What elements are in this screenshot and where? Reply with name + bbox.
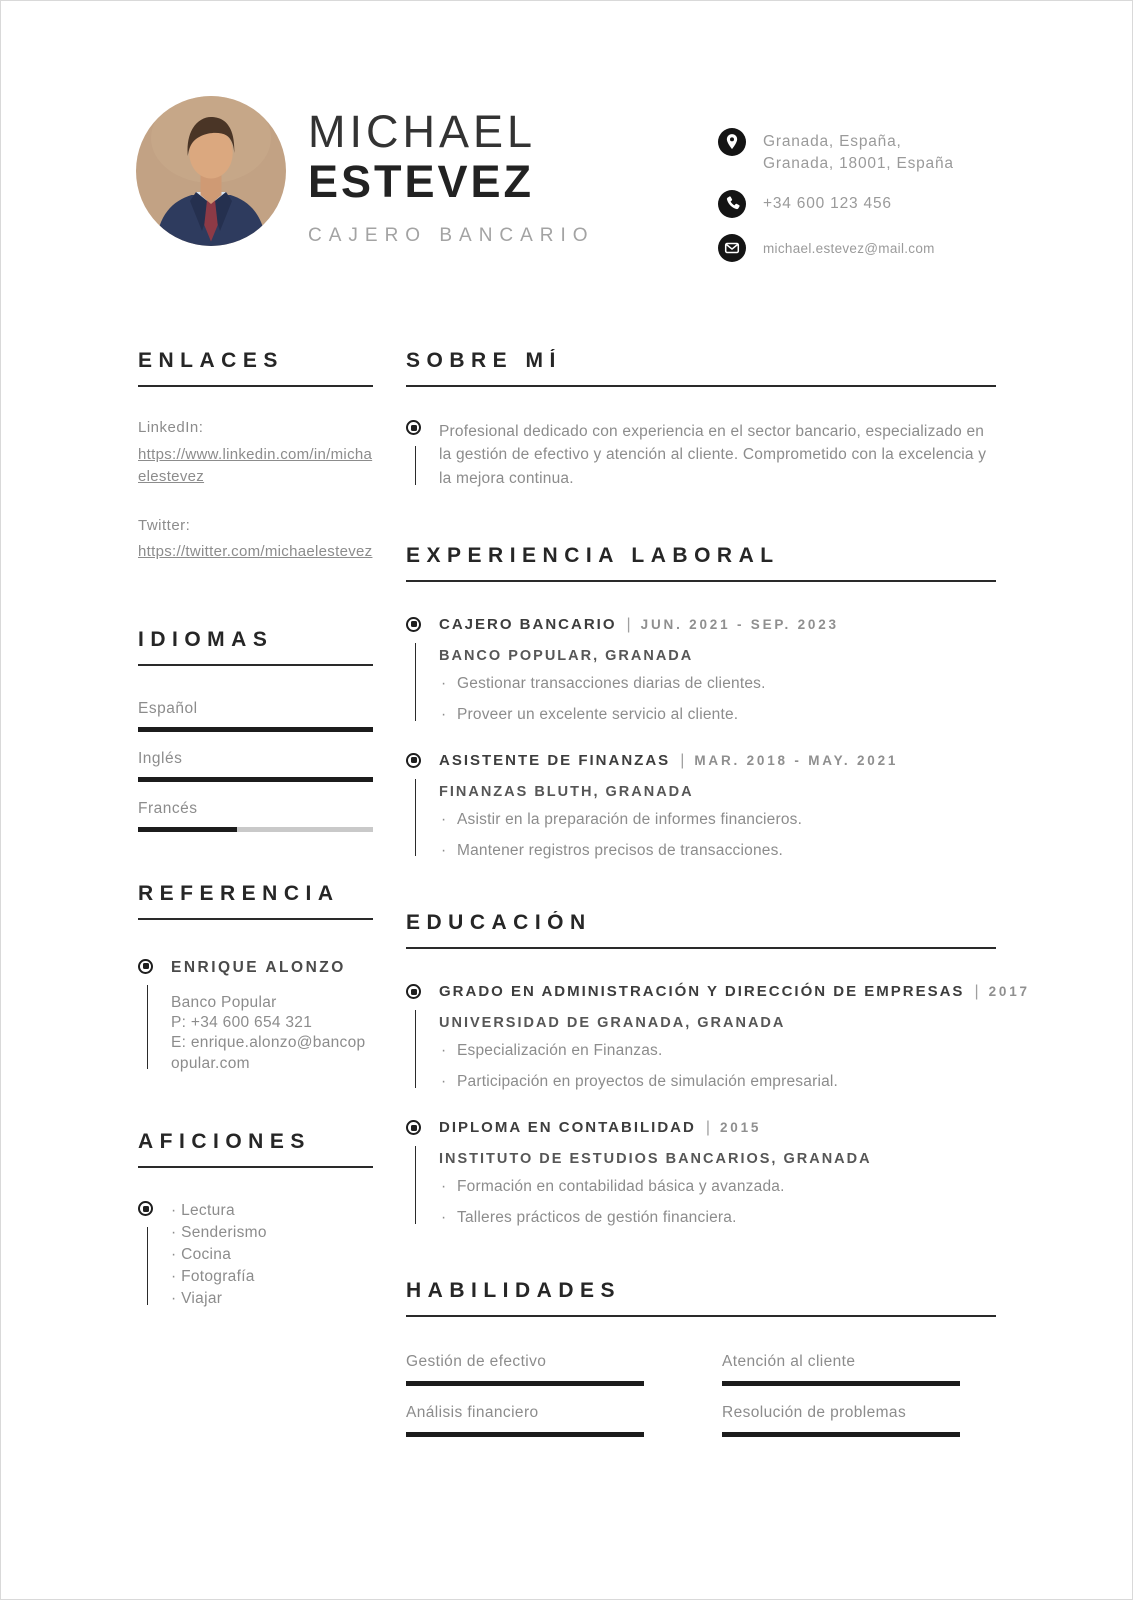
skill-progress-fill (722, 1381, 960, 1386)
skill-item (406, 1353, 644, 1386)
skill-item (722, 1353, 960, 1386)
language-name: Inglés (138, 749, 183, 767)
section-educacion (406, 911, 1030, 1229)
contact-block (718, 128, 983, 278)
email-icon (718, 234, 746, 262)
language-row (138, 700, 373, 732)
skill-progress-fill (406, 1381, 644, 1386)
last-name: ESTEVEZ (308, 156, 535, 208)
first-name: MICHAEL (308, 106, 537, 157)
education-details-list (439, 1041, 996, 1093)
bullet-icon (138, 959, 153, 974)
skill-progress-bar (722, 1381, 960, 1386)
education-detail: · Formación en contabilidad básica y avanzada. (439, 1177, 996, 1198)
reference-name: ENRIQUE ALONZO (171, 958, 346, 976)
experience-entry (406, 752, 996, 862)
contact-email-row (718, 234, 983, 262)
link-label: LinkedIn: (138, 419, 204, 436)
reference-email: E: enrique.alonzo@bancopopular.com (171, 1034, 366, 1072)
language-progress-bar (138, 727, 373, 732)
section-idiomas (138, 628, 373, 832)
linkedin-link[interactable]: https://www.linkedin.com/in/michaelestevez (138, 445, 373, 485)
separator: | (626, 615, 631, 633)
job-duty: · Mantener registros precisos de transacciones. (439, 841, 996, 862)
language-name: Español (138, 699, 198, 717)
phone-icon (718, 190, 746, 218)
company-name: BANCO POPULAR, GRANADA (439, 647, 694, 664)
education-detail: · Participación en proyectos de simulación empresarial. (439, 1072, 996, 1093)
bullet-icon (138, 1201, 153, 1216)
job-dates: JUN. 2021 - SEP. 2023 (640, 616, 839, 632)
bullet-icon (406, 617, 421, 632)
job-duties-list (439, 674, 996, 726)
name-block (308, 107, 595, 247)
twitter-link[interactable]: https://twitter.com/michaelestevez (138, 543, 373, 560)
language-row (138, 800, 373, 832)
hobbies-entry (138, 1200, 373, 1310)
experience-entry (406, 616, 996, 726)
job-duty: · Gestionar transacciones diarias de clientes. (439, 674, 996, 695)
section-enlaces (138, 349, 373, 564)
job-role: CAJERO BANCARIO (439, 615, 617, 633)
section-title-aficiones: AFICIONES (138, 1130, 373, 1168)
language-progress-fill (138, 727, 373, 732)
hobby-item: · Cocina (171, 1244, 373, 1266)
skill-item (406, 1404, 644, 1437)
section-title-enlaces: ENLACES (138, 349, 373, 387)
skill-progress-bar (406, 1381, 644, 1386)
bullet-icon (406, 753, 421, 768)
hobby-item: · Fotografía (171, 1266, 373, 1288)
bullet-icon (406, 984, 421, 999)
section-title-referencia: REFERENCIA (138, 882, 373, 920)
section-referencia (138, 882, 373, 1075)
reference-phone: P: +34 600 654 321 (171, 1013, 313, 1031)
job-title: CAJERO BANCARIO (308, 224, 595, 246)
education-details-list (439, 1177, 996, 1229)
separator: | (974, 983, 979, 1001)
section-aficiones (138, 1130, 373, 1310)
language-progress-fill (138, 777, 373, 782)
language-name: Francés (138, 799, 198, 817)
email-text: michael.estevez@mail.com (763, 241, 935, 257)
reference-company: Banco Popular (171, 993, 277, 1011)
hobby-item: · Senderismo (171, 1222, 373, 1244)
section-title-idiomas: IDIOMAS (138, 628, 373, 666)
school-name: UNIVERSIDAD DE GRANADA, GRANADA (439, 1015, 786, 1032)
link-item-linkedin (138, 417, 373, 489)
skill-progress-bar (722, 1432, 960, 1437)
bullet-icon (406, 420, 421, 435)
separator: | (680, 751, 685, 769)
skill-item (722, 1404, 960, 1437)
skill-name: Gestión de efectivo (406, 1353, 547, 1371)
language-progress-bar (138, 827, 373, 832)
contact-phone-row (718, 190, 983, 218)
language-progress-fill (138, 827, 237, 832)
bullet-icon (406, 1120, 421, 1135)
school-name: INSTITUTO DE ESTUDIOS BANCARIOS, GRANADA (439, 1151, 872, 1168)
separator: | (705, 1119, 710, 1137)
company-name: FINANZAS BLUTH, GRANADA (439, 783, 694, 800)
graduation-year: 2017 (988, 984, 1030, 1000)
education-detail: · Talleres prácticos de gestión financiera. (439, 1208, 996, 1229)
job-duty: · Asistir en la preparación de informes financieros. (439, 810, 996, 831)
skill-progress-fill (406, 1432, 644, 1437)
reference-entry (138, 958, 373, 1075)
contact-address-row (718, 128, 983, 174)
phone-text: +34 600 123 456 (763, 195, 892, 213)
education-detail: · Especialización en Finanzas. (439, 1041, 996, 1062)
link-label: Twitter: (138, 516, 191, 534)
degree-name: DIPLOMA EN CONTABILIDAD (439, 1119, 696, 1137)
section-habilidades (406, 1279, 996, 1451)
address-text: Granada, España, Granada, 18001, España (763, 133, 954, 172)
graduation-year: 2015 (719, 1120, 762, 1136)
language-progress-bar (138, 777, 373, 782)
skill-name: Resolución de problemas (722, 1404, 907, 1422)
skill-name: Análisis financiero (406, 1404, 539, 1422)
job-duty: · Proveer un excelente servicio al cliente. (439, 705, 996, 726)
link-item-twitter (138, 515, 373, 564)
section-title-sobre-mi: SOBRE MÍ (406, 349, 996, 387)
section-title-educacion: EDUCACIÓN (406, 911, 996, 949)
section-sobre-mi (406, 349, 996, 490)
section-title-experiencia: EXPERIENCIA LABORAL (406, 544, 996, 582)
skill-name: Atención al cliente (722, 1353, 856, 1371)
job-role: ASISTENTE DE FINANZAS (439, 751, 671, 769)
hobby-item: · Viajar (171, 1288, 373, 1310)
degree-name: GRADO EN ADMINISTRACIÓN Y DIRECCIÓN DE EMPRESAS (439, 983, 965, 1001)
left-column (138, 349, 373, 1310)
hobbies-list (171, 1200, 373, 1310)
skill-progress-bar (406, 1432, 644, 1437)
job-duties-list (439, 810, 996, 862)
location-icon (718, 128, 746, 156)
education-entry (406, 1119, 996, 1229)
portrait-illustration (136, 96, 286, 246)
skill-progress-fill (722, 1432, 960, 1437)
language-row (138, 750, 373, 782)
right-column (406, 349, 1030, 1451)
education-entry (406, 983, 1030, 1093)
section-title-habilidades: HABILIDADES (406, 1279, 996, 1317)
section-experiencia (406, 544, 996, 862)
profile-photo (136, 96, 286, 246)
job-dates: MAR. 2018 - MAY. 2021 (694, 752, 899, 768)
about-entry (406, 419, 996, 490)
about-text: Profesional dedicado con experiencia en el sector bancario, especializado en la gestión de efectivo y atención al cliente. Comprometido con la excelencia y la mejora continua. (439, 423, 987, 487)
hobby-item: · Lectura (171, 1200, 373, 1222)
